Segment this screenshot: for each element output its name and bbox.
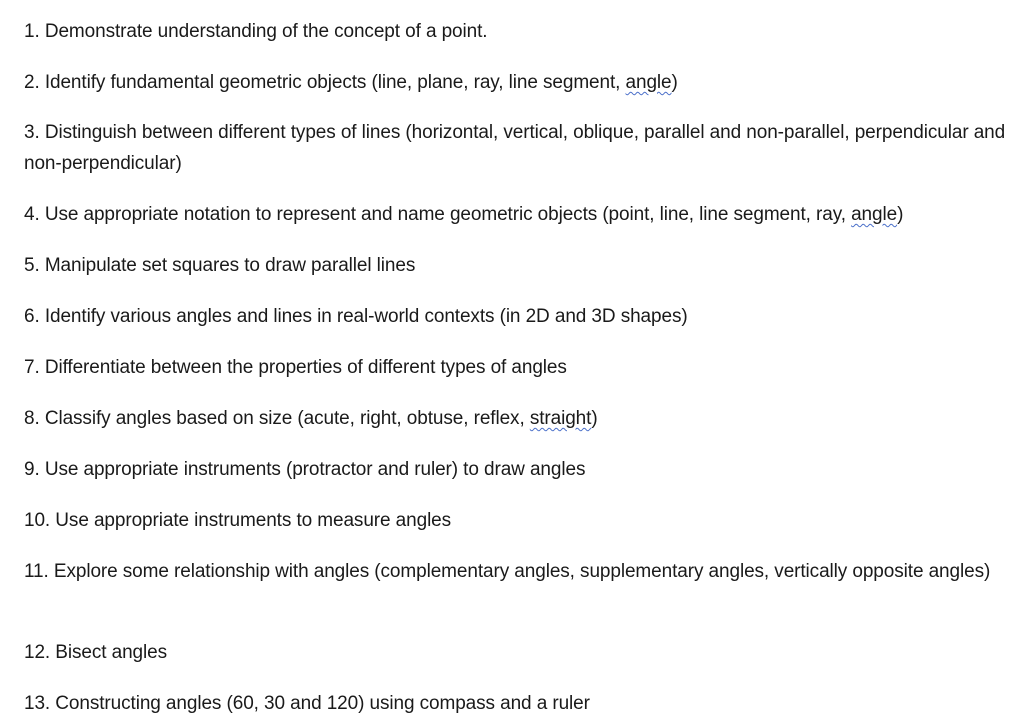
objective-item bbox=[24, 301, 1014, 332]
spellcheck-flagged-word: angle bbox=[851, 204, 898, 225]
objective-item bbox=[24, 117, 1014, 179]
objective-item bbox=[24, 199, 1014, 230]
objective-item bbox=[24, 16, 1014, 47]
objective-text: 1. Demonstrate understanding of the concept of a point. bbox=[24, 21, 488, 42]
objective-item bbox=[24, 556, 1014, 587]
objective-item bbox=[24, 688, 1014, 719]
objective-text: 13. Constructing angles (60, 30 and 120) using compass and a ruler bbox=[24, 693, 590, 714]
objective-text: 9. Use appropriate instruments (protractor and ruler) to draw angles bbox=[24, 459, 586, 480]
objective-text: 6. Identify various angles and lines in real-world contexts (in 2D and 3D shapes) bbox=[24, 306, 688, 327]
objective-text: 8. Classify angles based on size (acute, right, obtuse, reflex, bbox=[24, 408, 530, 429]
objective-text: 7. Differentiate between the properties of different types of angles bbox=[24, 357, 567, 378]
spellcheck-flagged-word: straight bbox=[529, 408, 592, 429]
objective-text: 5. Manipulate set squares to draw parallel lines bbox=[24, 255, 416, 276]
objective-text: 3. Distinguish between different types of lines (horizontal, vertical, oblique, parallel and non-parallel, perpendicular and non-perpendicular) bbox=[24, 122, 1006, 174]
objective-item bbox=[24, 67, 1014, 98]
objective-text: 2. Identify fundamental geometric objects (line, plane, ray, line segment, bbox=[24, 72, 626, 93]
objective-text-end: ) bbox=[671, 72, 678, 93]
objective-item bbox=[24, 637, 1014, 668]
objective-text: 10. Use appropriate instruments to measure angles bbox=[24, 510, 452, 531]
objective-item bbox=[24, 454, 1014, 485]
objective-text-end: ) bbox=[897, 204, 904, 225]
objective-text-end: ) bbox=[591, 408, 598, 429]
objective-text: 12. Bisect angles bbox=[24, 642, 167, 663]
objective-text: 11. Explore some relationship with angles (complementary angles, supplementary angles, vertically opposite angles) bbox=[24, 561, 991, 582]
objective-text: 4. Use appropriate notation to represent and name geometric objects (point, line, line segment, ray, bbox=[24, 204, 852, 225]
objective-item bbox=[24, 505, 1014, 536]
objective-item bbox=[24, 352, 1014, 383]
objective-item bbox=[24, 250, 1014, 281]
objective-item bbox=[24, 403, 1014, 434]
spellcheck-flagged-word: angle bbox=[625, 72, 672, 93]
